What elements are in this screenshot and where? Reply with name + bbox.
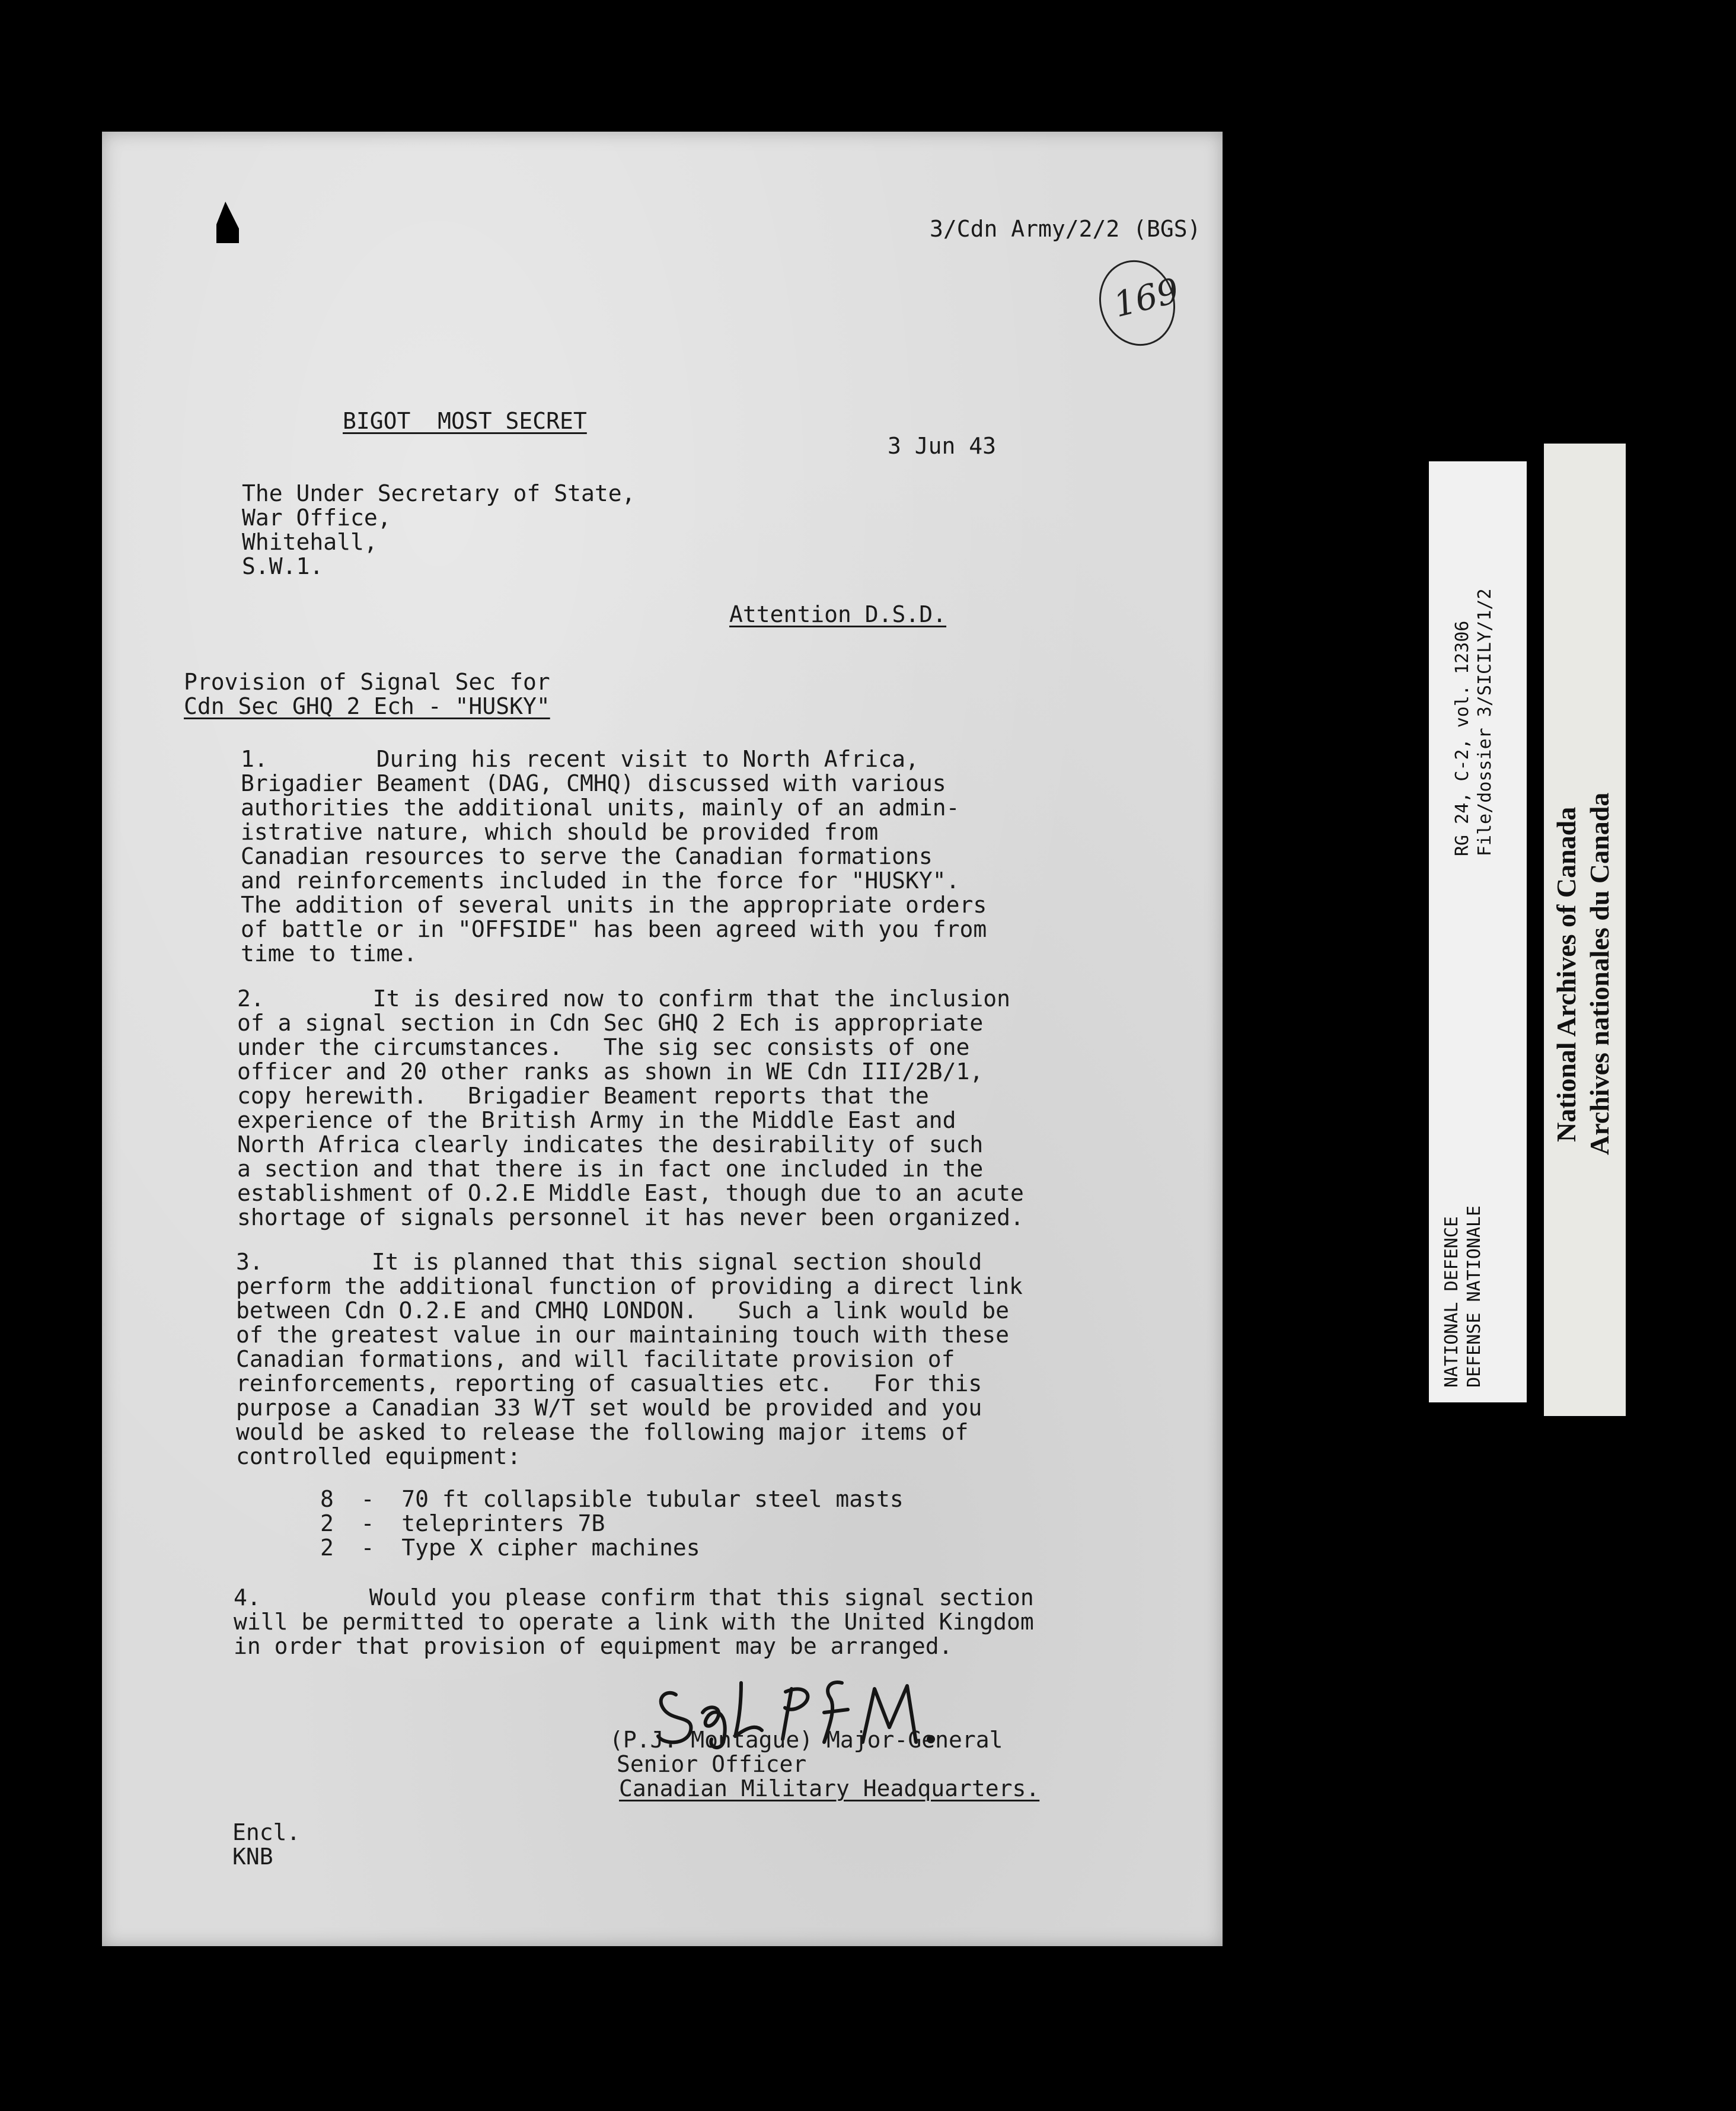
file-reference: 3/Cdn Army/2/2 (BGS) [930, 216, 1201, 242]
text-line: of battle or in "OFFSIDE" has been agreed with you from [241, 916, 987, 942]
classification-heading: BIGOT MOST SECRET [343, 408, 587, 434]
text-line: time to time. [241, 940, 417, 967]
archive-code-line: RG 24, C-2, vol. 12306 [1452, 620, 1473, 856]
typist-initials: KNB [232, 1844, 273, 1870]
text-line: between Cdn O.2.E and CMHQ LONDON. Such a link would be [236, 1297, 1010, 1324]
list-item: 2 - Type X cipher machines [320, 1535, 700, 1561]
text-line: 2. It is desired now to confirm that the inclusion [237, 986, 1011, 1012]
address-line: War Office, [242, 505, 391, 531]
archive-code-line: File/dossier 3/SICILY/1/2 [1475, 588, 1495, 856]
text-line: purpose a Canadian 33 W/T set would be provided and you [236, 1395, 982, 1421]
signatory-name: (P.J. Montague) Major-General [609, 1727, 1003, 1753]
text-line: and reinforcements included in the force for "HUSKY". [241, 868, 960, 894]
address-line: Whitehall, [242, 529, 378, 555]
letter-date: 3 Jun 43 [888, 433, 997, 459]
text-line: of a signal section in Cdn Sec GHQ 2 Ech is appropriate [237, 1010, 984, 1036]
text-line: would be asked to release the following major items of [236, 1419, 969, 1445]
subject-line: Cdn Sec GHQ 2 Ech - "HUSKY" [184, 693, 550, 719]
list-item: 2 - teleprinters 7B [320, 1510, 605, 1536]
text-line: Canadian resources to serve the Canadian formations [241, 843, 933, 869]
signatory-organization: Canadian Military Headquarters. [619, 1775, 1040, 1801]
department-line: NATIONAL DEFENCE [1441, 1216, 1462, 1388]
text-line: North Africa clearly indicates the desirability of such [237, 1131, 984, 1157]
text-line: 1. During his recent visit to North Africa, [241, 746, 919, 772]
text-line: of the greatest value in our maintaining touch with these [236, 1322, 1010, 1348]
text-line: copy herewith. Brigadier Beament reports that the [237, 1083, 929, 1109]
text-line: officer and 20 other ranks as shown in WE Cdn III/2B/1, [237, 1058, 984, 1085]
folio-number: 169 [1109, 270, 1183, 326]
text-line: 3. It is planned that this signal section should [236, 1249, 982, 1275]
signatory-title: Senior Officer [617, 1751, 807, 1777]
address-line: S.W.1. [242, 553, 324, 579]
archives-name-en: National Archives of Canada [1551, 806, 1581, 1142]
archives-name-fr: Archives nationales du Canada [1584, 792, 1614, 1155]
text-line: establishment of O.2.E Middle East, though due to an acute [237, 1180, 1024, 1206]
subject-line: Provision of Signal Sec for [184, 669, 550, 695]
enclosure-label: Encl. [232, 1819, 301, 1845]
text-line: reinforcements, reporting of casualties etc. For this [236, 1370, 982, 1396]
attention-line: Attention D.S.D. [729, 601, 947, 627]
text-line: controlled equipment: [236, 1443, 521, 1469]
text-line: will be permitted to operate a link with the United Kingdom [234, 1609, 1034, 1635]
address-line: The Under Secretary of State, [242, 480, 636, 506]
text-line: shortage of signals personnel it has never been organized. [237, 1204, 1024, 1230]
text-line: istrative nature, which should be provided from [241, 819, 879, 845]
text-line: a section and that there is in fact one included in the [237, 1156, 984, 1182]
text-line: under the circumstances. The sig sec consists of one [237, 1034, 970, 1060]
text-line: perform the additional function of providing a direct link [236, 1273, 1023, 1299]
text-line: The addition of several units in the appropriate orders [241, 892, 987, 918]
text-line: Brigadier Beament (DAG, CMHQ) discussed with various [241, 770, 946, 796]
text-line: experience of the British Army in the Middle East and [237, 1107, 956, 1133]
department-line: DEFENSE NATIONALE [1464, 1205, 1485, 1388]
list-item: 8 - 70 ft collapsible tubular steel masts [320, 1486, 904, 1512]
text-line: in order that provision of equipment may be arranged. [234, 1633, 953, 1659]
text-line: 4. Would you please confirm that this signal section [234, 1584, 1034, 1611]
text-line: authorities the additional units, mainly of an admin- [241, 795, 960, 821]
text-line: Canadian formations, and will facilitate provision of [236, 1346, 955, 1372]
